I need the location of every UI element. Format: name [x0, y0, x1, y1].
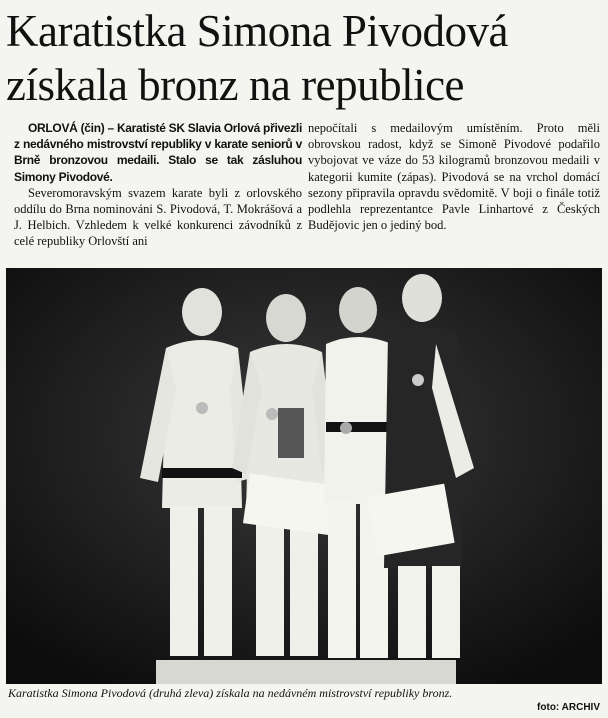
photo-credit: foto: ARCHIV: [537, 702, 600, 713]
photo-caption: Karatistka Simona Pivodová (druhá zleva) získala na nedávném mistrovství republiky bronz.: [8, 686, 453, 700]
karate-medalists-photo: [6, 268, 602, 684]
article-column-left: [14, 120, 302, 250]
headline-line-1: Karatistka Simona Pivodová: [6, 6, 508, 56]
article-headline: [6, 4, 604, 112]
article-photo: [6, 268, 602, 684]
article-lede: ORLOVÁ (čin) – Karatisté SK Slavia Orlová přivezli z nedávného mistrovství republiky v karate seniorů v Brně bronzovou medaili. Stalo se tak zásluhou Simony Pivodové.: [14, 121, 302, 184]
article-column-right: [308, 120, 600, 233]
article-paragraph-1: Severomoravským svazem karate byli z orlovského oddílu do Brna nominováni S. Pivodová, T. Mokrášová a J. Helbich. Vzhledem k velké konkurenci závodníků z celé republiky Orlovští ani: [14, 185, 302, 249]
headline-line-2: získala bronz na republice: [6, 60, 465, 110]
article-paragraph-2: nepočítali s medailovým umístěním. Proto měli obrovskou radost, když se Simoně Pivodové podařilo vybojovat ve váze do 53 kilogramů bronzovou medaili v kategorii kumite (zápas). Pivodová se na vrchol domácí sezony připravila opravdu svědomitě. V boji o finále totiž podlehla reprezentantce Pavle Linhartové z Českých Budějovic jen o jediný bod.: [308, 121, 600, 233]
